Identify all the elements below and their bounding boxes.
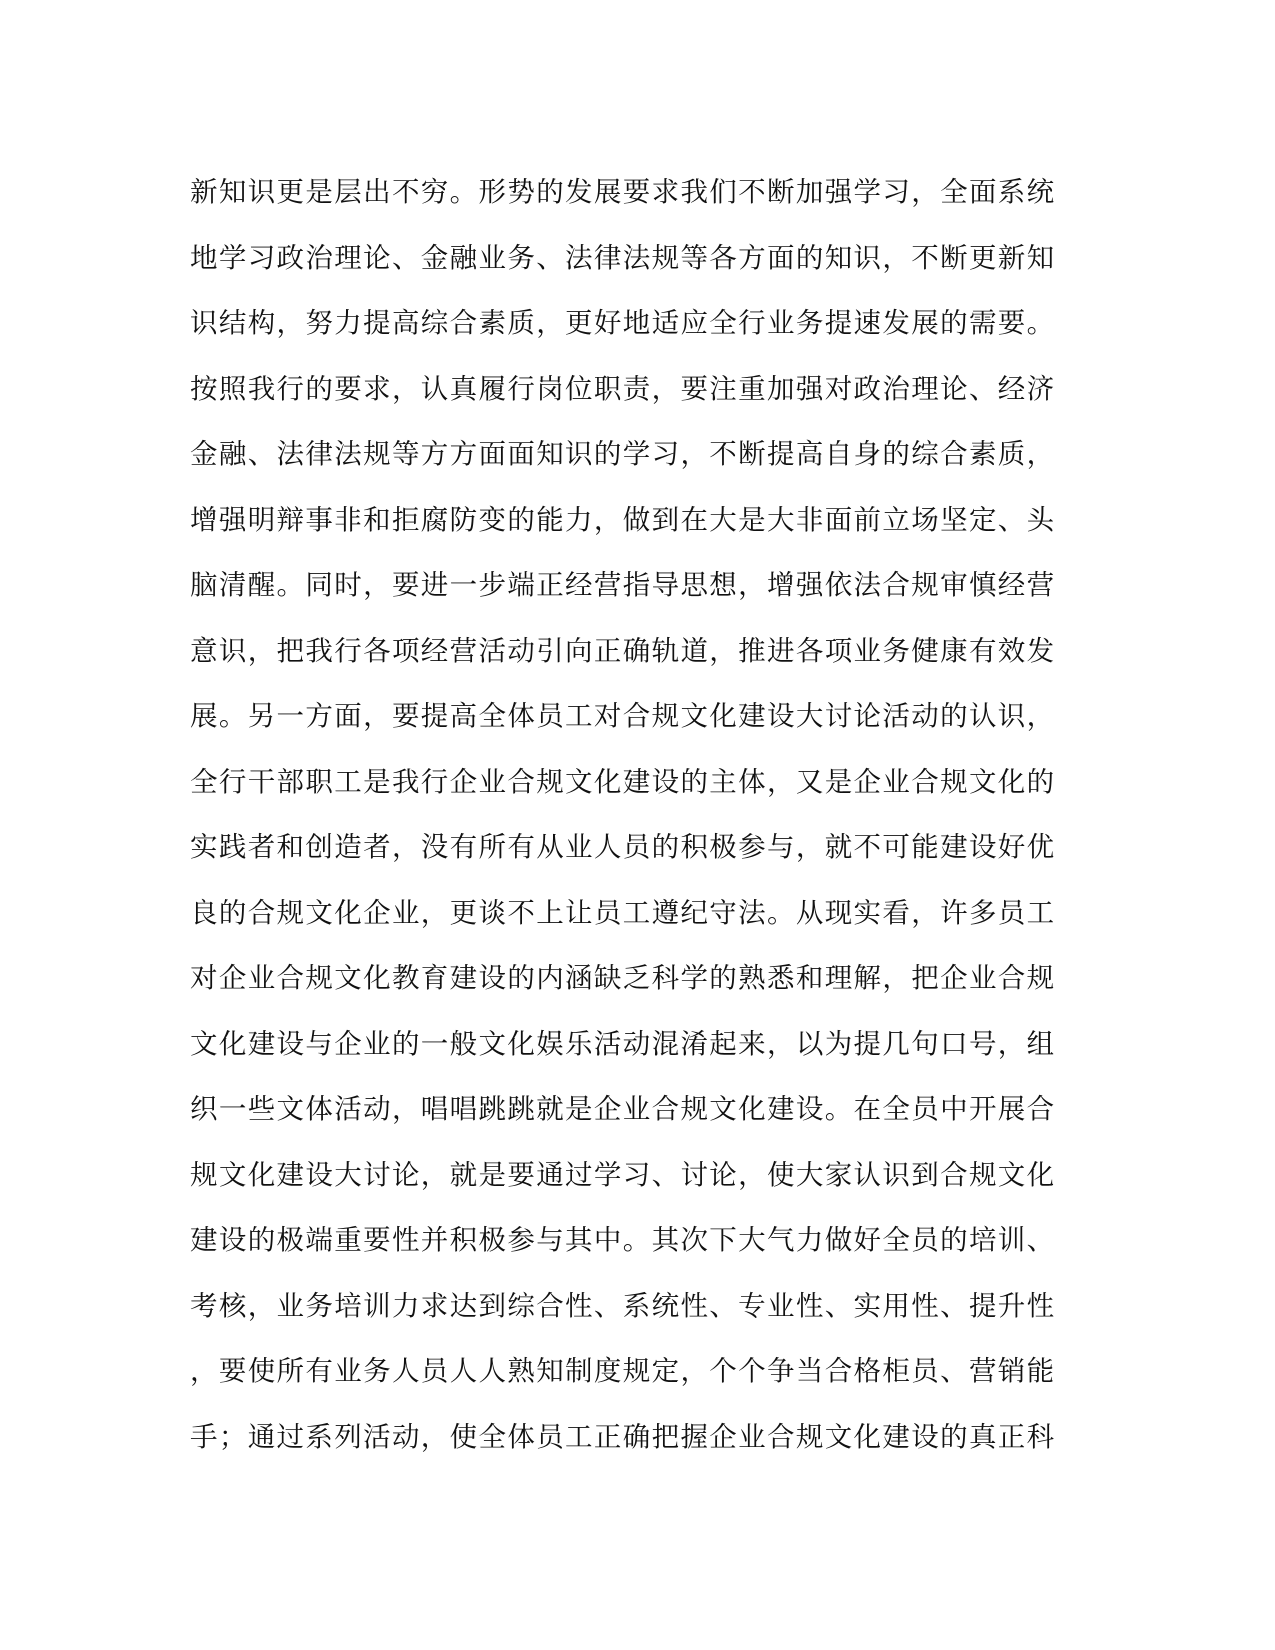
text-line: 展。另一方面，要提高全体员工对合规文化建设大讨论活动的认识，	[190, 700, 1056, 732]
text-line: ，要使所有业务人员人人熟知制度规定，个个争当合格柜员、营销能	[190, 1355, 1056, 1387]
text-line: 全行干部职工是我行企业合规文化建设的主体，又是企业合规文化的	[190, 765, 1056, 798]
text-line: 新知识更是层出不穷。形势的发展要求我们不断加强学习，全面系统	[190, 176, 1056, 208]
text-line: 金融、法律法规等方方面面知识的学习，不断提高自身的综合素质，	[190, 438, 1056, 470]
text-line: 建设的极端重要性并积极参与其中。其次下大气力做好全员的培训、	[190, 1224, 1056, 1256]
text-line: 意识，把我行各项经营活动引向正确轨道，推进各项业务健康有效发	[190, 634, 1056, 667]
text-line: 对企业合规文化教育建设的内涵缺乏科学的熟悉和理解，把企业合规	[190, 962, 1056, 994]
text-line: 文化建设与企业的一般文化娱乐活动混淆起来，以为提几句口号，组	[190, 1027, 1056, 1060]
text-line: 织一些文体活动，唱唱跳跳就是企业合规文化建设。在全员中开展合	[190, 1093, 1056, 1125]
text-line: 实践者和创造者，没有所有从业人员的积极参与，就不可能建设好优	[190, 831, 1056, 863]
text-line: 按照我行的要求，认真履行岗位职责，要注重加强对政治理论、经济	[190, 372, 1056, 405]
text-line: 脑清醒。同时，要进一步端正经营指导思想，增强依法合规审慎经营	[190, 569, 1056, 601]
body-text	[190, 160, 1070, 1470]
text-line: 手；通过系列活动，使全体员工正确把握企业合规文化建设的真正科	[190, 1420, 1056, 1453]
text-line: 规文化建设大讨论，就是要通过学习、讨论，使大家认识到合规文化	[190, 1158, 1056, 1191]
text-line: 良的合规文化企业，更谈不上让员工遵纪守法。从现实看，许多员工	[190, 896, 1056, 929]
text-line: 地学习政治理论、金融业务、法律法规等各方面的知识，不断更新知	[190, 241, 1056, 274]
text-line: 考核，业务培训力求达到综合性、系统性、专业性、实用性、提升性	[190, 1289, 1056, 1322]
text-line: 增强明辩事非和拒腐防变的能力，做到在大是大非面前立场坚定、头	[190, 503, 1056, 536]
text-line: 识结构，努力提高综合素质，更好地适应全行业务提速发展的需要。	[190, 307, 1056, 339]
